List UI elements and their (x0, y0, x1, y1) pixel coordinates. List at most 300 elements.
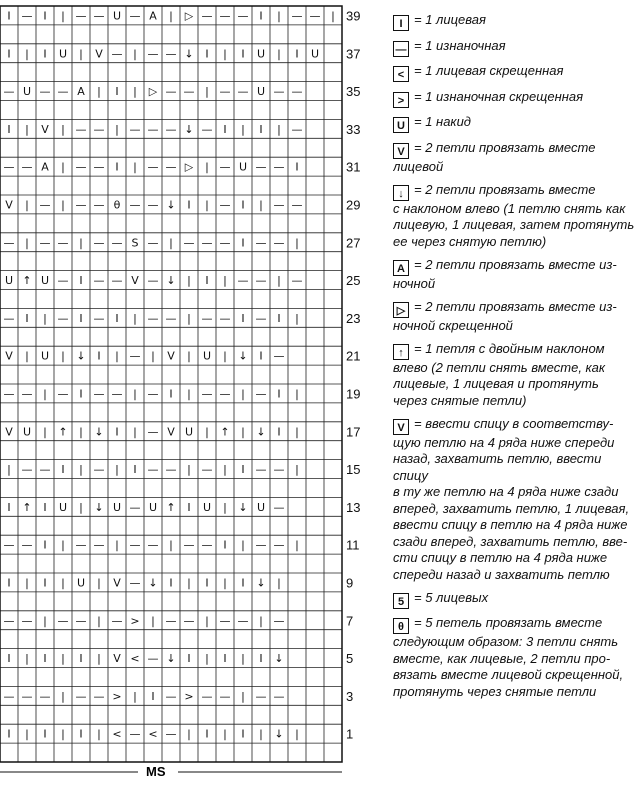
chart-symbol: — (237, 274, 249, 288)
chart-symbol: | (205, 198, 209, 212)
chart-symbol: — (3, 614, 15, 628)
chart-symbol: ▷ (184, 160, 194, 174)
chart-symbol: — (219, 9, 231, 23)
row-number: 31 (346, 159, 361, 175)
chart-symbol: ↓ (274, 727, 284, 741)
chart-symbol: | (169, 236, 173, 250)
chart-symbol: — (183, 538, 195, 552)
chart-symbol: | (61, 652, 65, 666)
chart-symbol: — (147, 311, 159, 325)
chart-symbol: I (79, 727, 83, 741)
chart-symbol: | (25, 652, 29, 666)
chart-symbol: I (205, 727, 209, 741)
chart-symbol: I (169, 576, 173, 590)
chart-symbol: | (115, 122, 119, 136)
chart-symbol: | (79, 463, 83, 477)
chart-symbol: V (113, 576, 121, 590)
chart-symbol: — (273, 538, 285, 552)
chart-symbol: I (223, 652, 227, 666)
chart-symbol: | (43, 387, 47, 401)
row-number: 23 (346, 310, 361, 326)
chart-symbol: | (295, 463, 299, 477)
chart-symbol: — (129, 9, 141, 23)
legend-text: = 1 лицевая скрещенная (414, 63, 564, 78)
chart-symbol: | (187, 576, 191, 590)
chart-symbol: I (223, 122, 227, 136)
row-number: 5 (346, 651, 354, 667)
chart-symbol: — (165, 122, 177, 136)
chart-symbol: — (165, 463, 177, 477)
chart-symbol: I (223, 538, 227, 552)
chart-symbol: ↓ (238, 349, 248, 363)
chart-symbol: — (147, 274, 159, 288)
chart-symbol: | (241, 689, 245, 703)
chart-symbol: | (295, 236, 299, 250)
legend-item (393, 140, 635, 176)
chart-symbol: I (151, 689, 155, 703)
chart-symbol: < (112, 727, 122, 741)
chart-symbol: — (273, 614, 285, 628)
legend-item (393, 590, 635, 609)
chart-symbol: | (25, 122, 29, 136)
legend-symbol-icon: > (393, 92, 409, 108)
chart-symbol: — (255, 311, 267, 325)
legend-text: = 1 изнаночная скрещенная (414, 88, 584, 104)
chart-symbol: | (223, 274, 227, 288)
chart-symbol: — (21, 463, 33, 477)
chart-symbol: — (111, 236, 123, 250)
chart-symbol: | (79, 236, 83, 250)
chart-symbol: I (7, 727, 11, 741)
chart-symbol: | (133, 387, 137, 401)
chart-symbol: — (147, 387, 159, 401)
chart-symbol: I (79, 387, 83, 401)
chart-symbol: — (93, 236, 105, 250)
row-numbers (346, 8, 360, 741)
legend-symbol-icon: V (393, 143, 409, 159)
chart-symbol: > (130, 614, 140, 628)
chart-symbol: V (5, 425, 13, 439)
chart-symbol: | (61, 689, 65, 703)
chart-symbol: | (277, 274, 281, 288)
chart-symbol: — (3, 387, 15, 401)
chart-symbol: | (133, 311, 137, 325)
chart-symbol: — (57, 85, 69, 99)
chart-symbol: | (241, 387, 245, 401)
chart-symbol: U (58, 500, 68, 514)
chart-symbol: — (129, 727, 141, 741)
chart-symbol: — (201, 689, 213, 703)
row-number: 19 (346, 386, 361, 402)
legend-symbol-icon: — (393, 41, 409, 57)
chart-symbol: V (41, 122, 49, 136)
chart-symbol: — (93, 160, 105, 174)
chart-symbol: | (25, 236, 29, 250)
row-number: 39 (346, 8, 361, 24)
chart-symbol: — (219, 311, 231, 325)
legend-item (393, 615, 635, 700)
chart-symbol: | (259, 727, 263, 741)
chart-symbol: — (201, 463, 213, 477)
row-number: 9 (346, 575, 354, 591)
row-number: 11 (346, 537, 360, 553)
chart-symbol: | (151, 349, 155, 363)
chart-symbol: — (273, 198, 285, 212)
chart-symbol: — (165, 727, 177, 741)
chart-symbol: I (241, 236, 245, 250)
chart-symbol: I (241, 311, 245, 325)
chart-symbol: ↓ (166, 652, 176, 666)
chart-symbol: — (3, 85, 15, 99)
chart-symbol: ↓ (166, 274, 176, 288)
row-number: 15 (346, 462, 361, 478)
chart-symbol: ↓ (184, 47, 194, 61)
legend-text: = 5 петель провязать вместе следующим образом: 3 петли снять вместе, как лицевые, 2 петли про- вязать вместе лицевой скрещенной, протянуть через снятые петли (393, 615, 624, 699)
chart-symbol: | (97, 727, 101, 741)
chart-symbol: | (205, 425, 209, 439)
chart-symbol: | (25, 576, 29, 590)
chart-symbol: I (241, 47, 245, 61)
chart-symbol: | (295, 727, 299, 741)
legend-item (393, 89, 635, 108)
chart-symbol: I (79, 311, 83, 325)
chart-symbol: — (201, 538, 213, 552)
chart-symbol: — (183, 614, 195, 628)
chart-symbol: U (40, 274, 50, 288)
chart-symbol: U (310, 47, 320, 61)
chart-symbol: I (79, 652, 83, 666)
chart-symbol: | (61, 198, 65, 212)
chart-symbol: — (93, 274, 105, 288)
chart-symbol: I (7, 652, 11, 666)
legend-symbol-icon: 5 (393, 593, 409, 609)
chart-symbol: I (43, 652, 47, 666)
legend-symbol-icon: U (393, 117, 409, 133)
row-number: 35 (346, 84, 361, 100)
chart-symbol: I (187, 652, 191, 666)
chart-symbol: θ (113, 198, 121, 212)
chart-symbol: | (277, 9, 281, 23)
chart-symbol: I (61, 463, 65, 477)
legend-text: = 1 накид (414, 114, 471, 129)
chart-symbol: — (57, 274, 69, 288)
chart-symbol: — (75, 122, 87, 136)
chart-symbol: ↑ (22, 500, 32, 514)
chart-symbol: — (273, 689, 285, 703)
chart-symbol: — (111, 274, 123, 288)
chart-symbol: — (165, 689, 177, 703)
chart-symbol: U (202, 500, 212, 514)
chart-symbol: | (277, 576, 281, 590)
chart-symbol: — (291, 85, 303, 99)
legend-symbol-icon: V (393, 419, 409, 435)
chart-symbol: | (205, 160, 209, 174)
legend-text: = 1 петля с двойным наклоном влево (2 петли снять вместе, как лицевые, 1 лицевая и протянуть через снятые петли) (393, 340, 606, 408)
chart-symbol: I (25, 311, 29, 325)
chart-symbol: — (219, 85, 231, 99)
chart-symbol: — (93, 122, 105, 136)
chart-symbol: | (61, 538, 65, 552)
chart-symbol: I (241, 198, 245, 212)
chart-symbol: I (259, 349, 263, 363)
chart-symbol: — (129, 500, 141, 514)
chart-symbol: — (273, 349, 285, 363)
chart-symbol: — (219, 387, 231, 401)
chart-symbol: I (187, 500, 191, 514)
row-number: 21 (346, 348, 361, 364)
chart-symbol: — (111, 47, 123, 61)
chart-symbol: ↓ (94, 425, 104, 439)
chart-symbol: I (115, 160, 119, 174)
legend-item (393, 341, 635, 410)
chart-symbol: ↑ (166, 500, 176, 514)
chart-symbol: | (133, 47, 137, 61)
chart-symbol: — (309, 9, 321, 23)
chart-symbol: — (147, 425, 159, 439)
legend-item (393, 114, 635, 133)
chart-symbol: V (95, 47, 103, 61)
legend-symbol-icon: < (393, 66, 409, 82)
chart-symbol: — (93, 198, 105, 212)
chart-symbol: U (22, 85, 32, 99)
chart-symbol: | (241, 425, 245, 439)
chart-symbol: — (255, 387, 267, 401)
chart-symbol: I (241, 463, 245, 477)
chart-symbol: — (273, 463, 285, 477)
chart-symbol: U (148, 500, 158, 514)
chart-symbol: U (112, 9, 122, 23)
chart-symbol: | (295, 387, 299, 401)
chart-symbol: — (57, 387, 69, 401)
row-number: 29 (346, 197, 361, 213)
chart-symbol: I (133, 463, 137, 477)
chart-symbol: I (259, 652, 263, 666)
chart-symbol: A (149, 9, 157, 23)
chart-symbol: I (187, 198, 191, 212)
chart-symbol: | (115, 538, 119, 552)
legend-text: = 5 лицевых (414, 589, 489, 605)
chart-symbol: I (7, 576, 11, 590)
chart-symbol: — (291, 9, 303, 23)
chart-symbol: U (256, 47, 266, 61)
chart-symbol: I (7, 500, 11, 514)
chart-symbol: | (25, 47, 29, 61)
legend-symbol-icon: ↓ (393, 185, 409, 201)
chart-symbol: — (21, 160, 33, 174)
legend-symbol-icon: ▷ (393, 302, 409, 318)
chart-symbol: — (147, 463, 159, 477)
chart-symbol: — (183, 236, 195, 250)
chart-symbol: — (75, 538, 87, 552)
chart-symbol: I (43, 727, 47, 741)
chart-symbol: — (219, 236, 231, 250)
chart-symbol: A (41, 160, 49, 174)
chart-symbol: — (129, 538, 141, 552)
legend-item (393, 182, 635, 251)
chart-symbol: | (7, 463, 11, 477)
chart-symbol: — (273, 85, 285, 99)
chart-symbol: V (5, 349, 13, 363)
chart-symbol: | (259, 198, 263, 212)
chart-symbol: A (77, 85, 85, 99)
chart-symbol: < (148, 727, 158, 741)
chart-symbol: U (202, 349, 212, 363)
chart-symbol: | (187, 727, 191, 741)
chart-symbol: | (25, 198, 29, 212)
chart-symbol: — (219, 160, 231, 174)
chart-symbol: — (165, 47, 177, 61)
chart-symbol: — (3, 311, 15, 325)
chart-symbol: — (183, 85, 195, 99)
chart-symbol: | (259, 614, 263, 628)
legend-symbol-icon: A (393, 260, 409, 276)
chart-symbol: — (39, 689, 51, 703)
chart-symbol: | (25, 349, 29, 363)
chart-symbol: — (237, 9, 249, 23)
chart-symbol: | (187, 349, 191, 363)
chart-symbol: | (133, 425, 137, 439)
chart-symbol: | (295, 538, 299, 552)
chart-symbol: | (97, 576, 101, 590)
chart-symbol: — (255, 274, 267, 288)
chart-symbol: V (113, 652, 121, 666)
chart-symbol: — (165, 85, 177, 99)
chart-symbol: — (201, 387, 213, 401)
chart-symbol: | (79, 500, 83, 514)
chart-symbol: — (57, 236, 69, 250)
chart-symbol: — (219, 689, 231, 703)
chart-symbol: I (277, 311, 281, 325)
chart-symbol: — (75, 614, 87, 628)
chart-symbol: — (147, 47, 159, 61)
chart-symbol: | (205, 85, 209, 99)
chart-symbol: — (111, 614, 123, 628)
chart-symbol: V (167, 425, 175, 439)
chart-symbol: — (129, 576, 141, 590)
chart-symbol: U (40, 349, 50, 363)
row-number: 13 (346, 499, 361, 515)
chart-symbol: ↓ (184, 122, 194, 136)
chart-symbol: — (147, 236, 159, 250)
chart-symbol: | (133, 85, 137, 99)
chart-symbol: | (133, 160, 137, 174)
chart-symbol: | (223, 463, 227, 477)
chart-symbol: ↓ (256, 425, 266, 439)
chart-symbol: — (237, 85, 249, 99)
chart-symbol: — (3, 236, 15, 250)
chart-symbol: | (97, 652, 101, 666)
chart-symbol: ↓ (256, 576, 266, 590)
chart-symbol: — (129, 349, 141, 363)
chart-symbol: | (61, 160, 65, 174)
legend (393, 12, 635, 707)
chart-symbol: — (147, 122, 159, 136)
chart-symbol: — (21, 614, 33, 628)
chart-symbol: | (241, 122, 245, 136)
legend-item (393, 299, 635, 335)
chart-symbol: | (295, 425, 299, 439)
chart-symbol: | (61, 349, 65, 363)
chart-symbol: — (111, 387, 123, 401)
chart-symbol: I (7, 9, 11, 23)
ms-label: MS (146, 764, 166, 779)
chart-symbol: — (3, 160, 15, 174)
chart-symbol: | (79, 47, 83, 61)
chart-symbol: — (273, 160, 285, 174)
chart-symbol: — (165, 160, 177, 174)
chart-symbol: ▷ (184, 9, 194, 23)
chart-symbol: — (39, 463, 51, 477)
chart-symbol: U (238, 160, 248, 174)
chart-symbol: I (205, 47, 209, 61)
chart-symbol: I (277, 387, 281, 401)
chart-symbol: ↑ (58, 425, 68, 439)
chart-symbol: | (25, 727, 29, 741)
chart-symbol: | (97, 85, 101, 99)
chart-symbol: | (277, 122, 281, 136)
chart-symbol: | (169, 9, 173, 23)
chart-symbol: | (97, 614, 101, 628)
chart-symbol: | (241, 652, 245, 666)
chart-symbol: I (259, 9, 263, 23)
chart-symbol: | (79, 425, 83, 439)
chart-symbol: | (115, 349, 119, 363)
chart-symbol: — (147, 538, 159, 552)
chart-symbol: ↓ (148, 576, 158, 590)
legend-text: = 2 петли провязать вместе из- ночной (393, 256, 617, 291)
chart-symbol: I (43, 9, 47, 23)
chart-symbol: — (291, 198, 303, 212)
chart-symbol: | (187, 311, 191, 325)
legend-symbol-icon: I (393, 15, 409, 31)
chart-symbol: I (241, 576, 245, 590)
chart-symbol: — (93, 9, 105, 23)
chart-symbol: I (7, 122, 11, 136)
chart-symbol: | (187, 274, 191, 288)
chart-symbol: — (75, 198, 87, 212)
legend-text: = 2 петли провязать вместе из- ночной скрещенной (393, 298, 617, 333)
chart-symbol: | (223, 576, 227, 590)
chart-symbol: | (277, 47, 281, 61)
chart-symbol: — (93, 311, 105, 325)
chart-symbol: | (43, 311, 47, 325)
row-number: 17 (346, 424, 361, 440)
chart-symbol: — (147, 160, 159, 174)
chart-symbol: | (223, 727, 227, 741)
chart-symbol: < (130, 652, 140, 666)
chart-symbol: ↑ (22, 274, 32, 288)
chart-symbol: — (93, 387, 105, 401)
chart-grid (0, 6, 342, 762)
chart-symbol: — (93, 538, 105, 552)
row-number: 25 (346, 273, 361, 289)
chart-symbol: I (43, 500, 47, 514)
row-number: 37 (346, 46, 361, 62)
chart-symbol: — (201, 122, 213, 136)
chart-symbol: | (223, 349, 227, 363)
chart-symbol: — (75, 160, 87, 174)
legend-item (393, 63, 635, 82)
chart-symbol: | (223, 500, 227, 514)
chart-symbol: — (273, 236, 285, 250)
chart-symbol: I (7, 47, 11, 61)
chart-symbol: | (241, 538, 245, 552)
chart-symbol: | (331, 9, 335, 23)
chart-symbol: — (201, 236, 213, 250)
chart-symbol: U (4, 274, 14, 288)
chart-symbol: U (22, 425, 32, 439)
chart-symbol: | (115, 463, 119, 477)
